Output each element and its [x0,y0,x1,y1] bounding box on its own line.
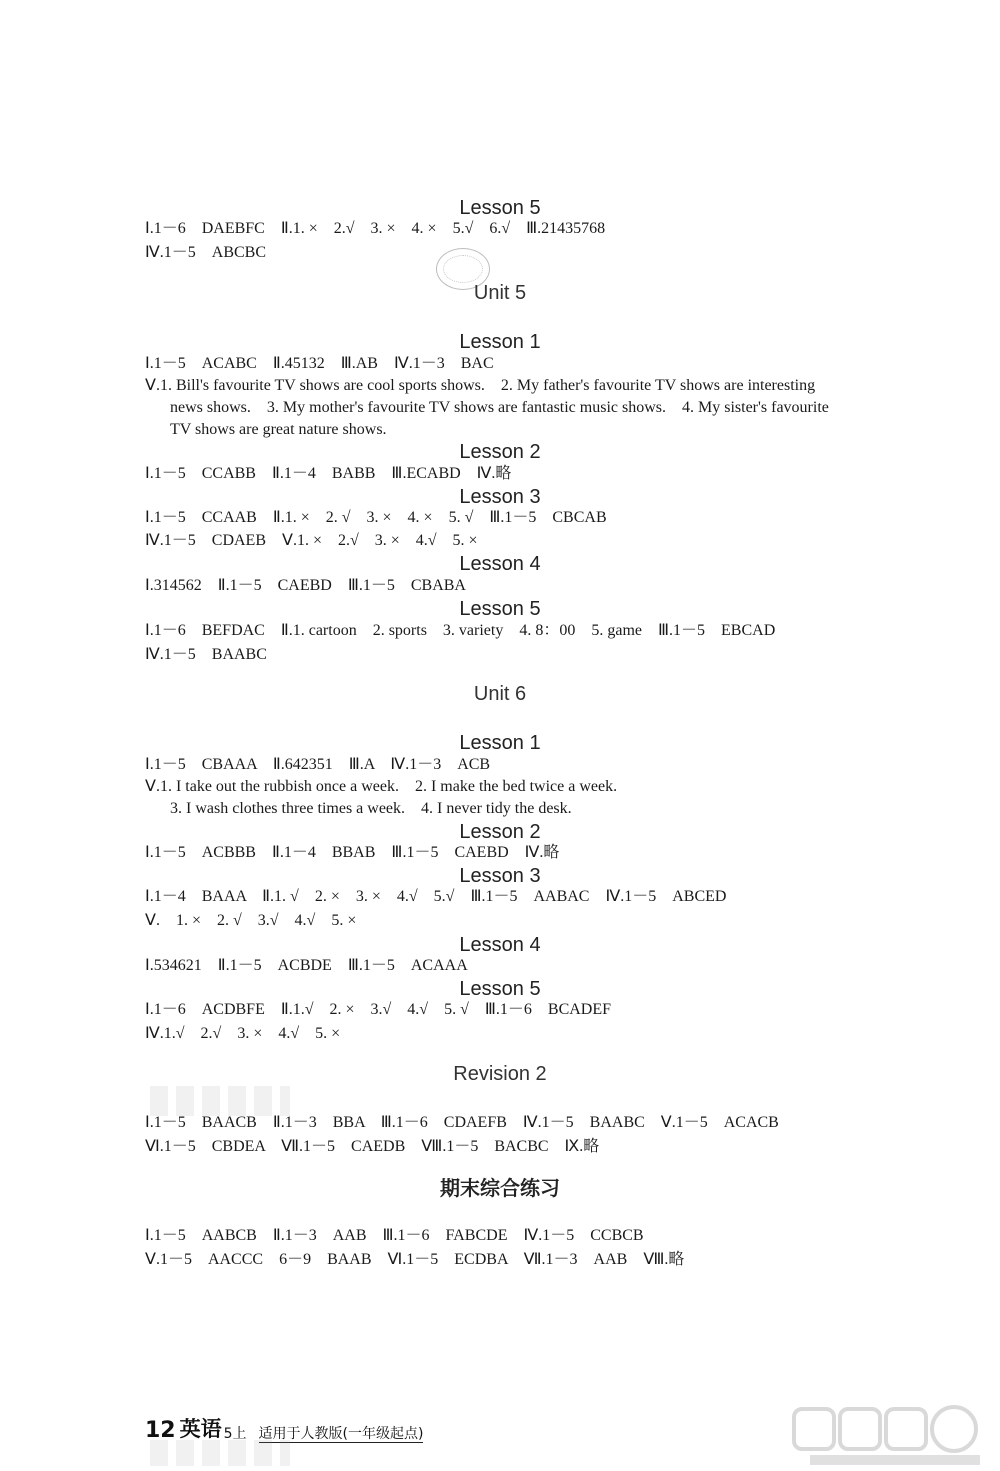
answer-line: Ⅰ.1－5 ACBBB Ⅱ.1－4 BBAB Ⅲ.1－5 CAEBD Ⅳ.略 [145,844,560,861]
heading-lesson-1: Lesson 1 [459,331,541,353]
answer-line: Ⅳ.1－5 BAABC [145,646,267,663]
answer-line: Ⅰ.534621 Ⅱ.1－5 ACBDE Ⅲ.1－5 ACAAA [145,957,468,974]
heading-lesson-1: Lesson 1 [459,732,541,754]
answer-line: Ⅳ.1.√ 2.√ 3. × 4.√ 5. × [145,1025,341,1042]
answer-line: Ⅵ.1－5 CBDEA Ⅶ.1－5 CAEDB Ⅷ.1－5 BACBC Ⅸ.略 [145,1138,600,1155]
heading-lesson-2: Lesson 2 [459,821,541,843]
page-number: 12 [145,1418,176,1443]
answer-line: Ⅰ.1－5 BAACB Ⅱ.1－3 BBA Ⅲ.1－6 CDAEFB Ⅳ.1－5 BAABC Ⅴ.1－5 ACACB [145,1114,779,1131]
site-logo-watermark [790,1405,990,1467]
answer-line: Ⅴ.1－5 AACCC 6－9 BAAB Ⅵ.1－5 ECDBA Ⅶ.1－3 AAB Ⅷ.略 [145,1251,685,1268]
answer-line: Ⅰ.1－5 CBAAA Ⅱ.642351 Ⅲ.A Ⅳ.1－3 ACB [145,756,491,773]
unit-heading: Unit 6 [473,683,527,705]
answer-line: Ⅰ.1－4 BAAA Ⅱ.1. √ 2. × 3. × 4.√ 5.√ Ⅲ.1－5 AABAC Ⅳ.1－5 ABCED [145,888,727,905]
answer-line: Ⅰ.1－6 BEFDAC Ⅱ.1. cartoon 2. sports 3. variety 4. 8：00 5. game Ⅲ.1－5 EBCAD [145,622,776,639]
heading-lesson-5: Lesson 5 [459,197,541,219]
answer-line: Ⅴ.1. Bill's favourite TV shows are cool sports shows. 2. My father's favourite TV shows are interesting [145,377,816,394]
answer-line: Ⅰ.1－5 CCABB Ⅱ.1－4 BABB Ⅲ.ECABD Ⅳ.略 [145,465,512,482]
answer-line: TV shows are great nature shows. [170,421,387,438]
unit-heading: Unit 5 [473,282,527,304]
answer-line: news shows. 3. My mother's favourite TV shows are fantastic music shows. 4. My sister's favourite [170,399,829,416]
answer-line: Ⅰ.1－6 DAEBFC Ⅱ.1. × 2.√ 3. × 4. × 5.√ 6.√ Ⅲ.21435768 [145,220,606,237]
heading-lesson-4: Lesson 4 [459,934,541,956]
answer-line: Ⅳ.1－5 CDAEB Ⅴ.1. × 2.√ 3. × 4.√ 5. × [145,532,478,549]
final-practice-heading: 期末综合练习 [440,1176,560,1200]
answer-line: Ⅰ.1－5 CCAAB Ⅱ.1. × 2. √ 3. × 4. × 5. √ Ⅲ.1－5 CBCAB [145,509,607,526]
answer-line: Ⅰ.1－6 ACDBFE Ⅱ.1.√ 2. × 3.√ 4.√ 5. √ Ⅲ.1－6 BCADEF [145,1001,612,1018]
answer-line: Ⅴ. 1. × 2. √ 3.√ 4.√ 5. × [145,912,357,929]
heading-lesson-5: Lesson 5 [459,978,541,1000]
subject-label: 英语 [179,1417,222,1441]
grade-label: 5上 [223,1426,247,1442]
answer-line: Ⅰ.314562 Ⅱ.1－5 CAEBD Ⅲ.1－5 CBABA [145,577,466,594]
answer-line: Ⅰ.1－5 ACABC Ⅱ.45132 Ⅲ.AB Ⅳ.1－3 BAC [145,355,494,372]
answer-line: Ⅰ.1－5 AABCB Ⅱ.1－3 AAB Ⅲ.1－6 FABCDE Ⅳ.1－5 CCBCB [145,1227,644,1244]
revision-heading: Revision 2 [453,1063,547,1085]
watermark [150,1440,290,1466]
heading-lesson-3: Lesson 3 [459,486,541,508]
heading-lesson-2: Lesson 2 [459,441,541,463]
answer-line: Ⅳ.1－5 ABCBC [145,244,267,261]
heading-lesson-4: Lesson 4 [459,553,541,575]
heading-lesson-5: Lesson 5 [459,598,541,620]
heading-lesson-3: Lesson 3 [459,865,541,887]
answer-line: Ⅴ.1. I take out the rubbish once a week. 2. I make the bed twice a week. [145,778,618,795]
answer-line: 3. I wash clothes three times a week. 4. I never tidy the desk. [170,800,572,817]
edition-label: 适用于人教版(一年级起点) [258,1426,424,1442]
